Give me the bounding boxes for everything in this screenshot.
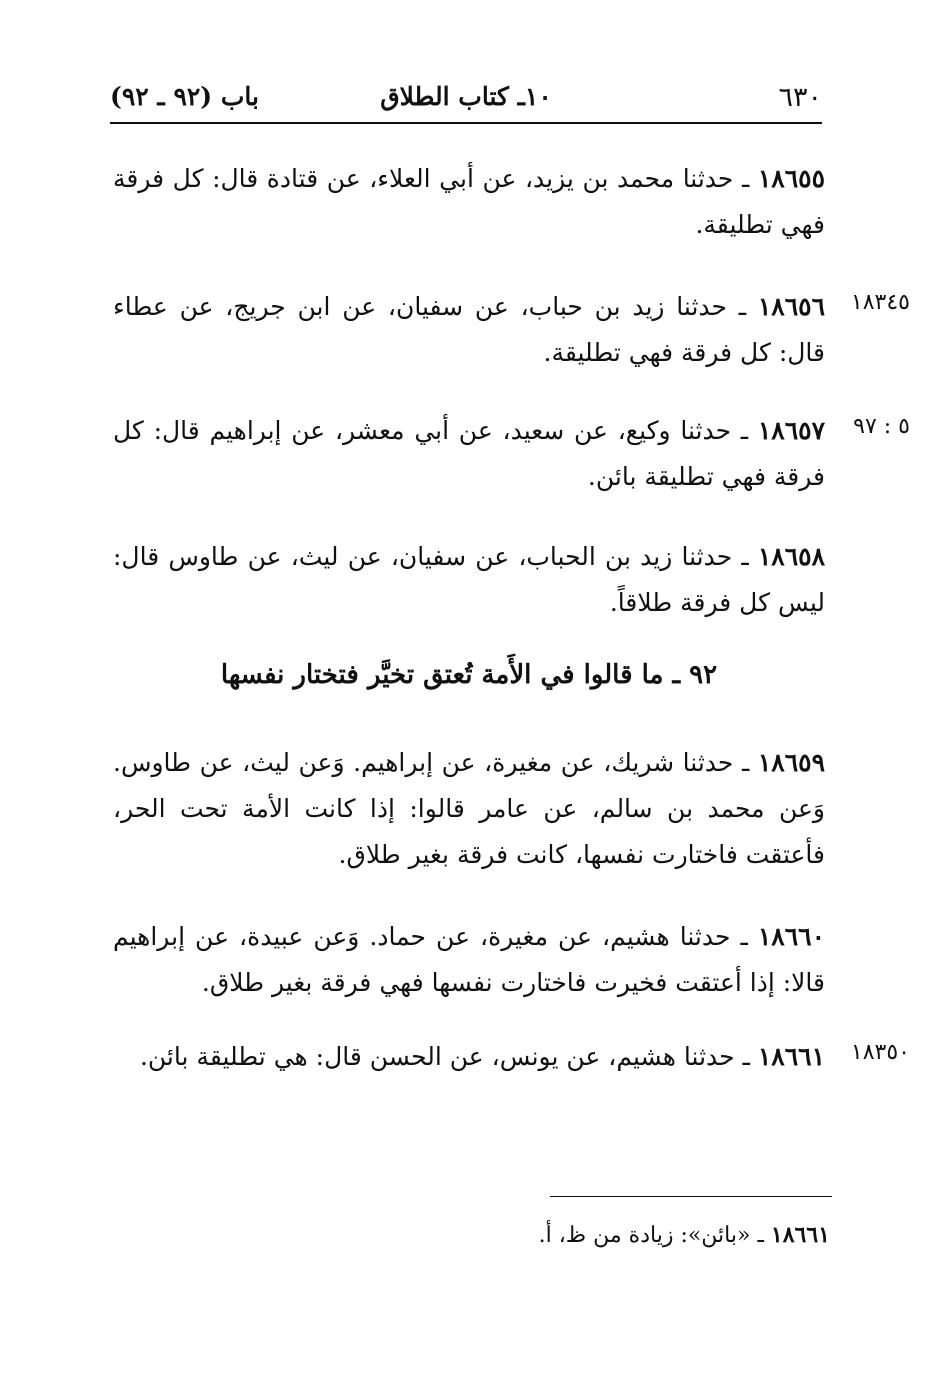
section-heading: ٩٢ ـ ما قالوا في الأَمة تُعتق تخيَّر فتختار نفسها [220,660,718,690]
footnote-number: ١٨٦٦١ [770,1222,830,1248]
hadith-paragraph [113,156,825,248]
hadith-paragraph [113,914,825,1006]
hadith-paragraph [113,284,825,376]
hadith-number: ١٨٦٦٠ [757,922,825,951]
hadith-paragraph [113,1034,825,1080]
hadith-paragraph [113,740,825,878]
hadith-text: ـ حدثنا زيد بن حباب، عن سفيان، عن ابن جريج، عن عطاء قال: كل فرقة فهي تطليقة. [113,292,825,367]
margin-reference: ٥ : ٩٧ [853,414,910,439]
margin-reference: ١٨٣٥٠ [850,1040,910,1065]
hadith-text: ـ حدثنا هشيم، عن يونس، عن الحسن قال: هي تطليقة بائن. [139,1042,758,1071]
hadith-text: ـ حدثنا محمد بن يزيد، عن أبي العلاء، عن قتادة قال: كل فرقة فهي تطليقة. [113,164,825,239]
hadith-paragraph [113,408,825,500]
hadith-number: ١٨٦٥٦ [757,292,825,321]
hadith-text: ـ حدثنا وكيع، عن سعيد، عن أبي معشر، عن إبراهيم قال: كل فرقة فهي تطليقة بائن. [113,416,825,491]
chapter-range: باب (٩٢ ـ ٩٢) [110,82,259,111]
page-header [110,78,822,118]
footnote-text: ـ «بائن»: زيادة من ظ، أ. [538,1223,771,1248]
hadith-number: ١٨٦٥٧ [757,416,825,445]
hadith-number: ١٨٦٦١ [757,1042,825,1071]
hadith-text: ـ حدثنا زيد بن الحباب، عن سفيان، عن ليث، عن طاوس قال: ليس كل فرقة طلاقاً. [113,542,825,617]
hadith-number: ١٨٦٥٩ [757,748,825,777]
header-rule [110,122,822,124]
hadith-text: ـ حدثنا شريك، عن مغيرة، عن إبراهيم. وَعن ليث، عن طاوس. وَعن محمد بن سالم، عن عامر قالوا: إذا كانت الأمة تحت الحر، فأعتقت فاختارت نفسها، كانت فرقة بغير طلاق. [113,748,825,869]
hadith-text: ـ حدثنا هشيم، عن مغيرة، عن حماد. وَعن عبيدة، عن إبراهيم قالا: إذا أعتقت فخيرت فاختارت نفسها فهي فرقة بغير طلاق. [113,922,825,997]
hadith-number: ١٨٦٥٥ [757,164,825,193]
book-title: ١٠ـ كتاب الطلاق [380,82,552,111]
footnote-rule [550,1196,832,1197]
hadith-paragraph [113,534,825,626]
hadith-number: ١٨٦٥٨ [757,542,825,571]
footnote [450,1222,830,1248]
page-number: ٦٣٠ [778,82,822,113]
margin-reference: ١٨٣٤٥ [850,290,910,315]
